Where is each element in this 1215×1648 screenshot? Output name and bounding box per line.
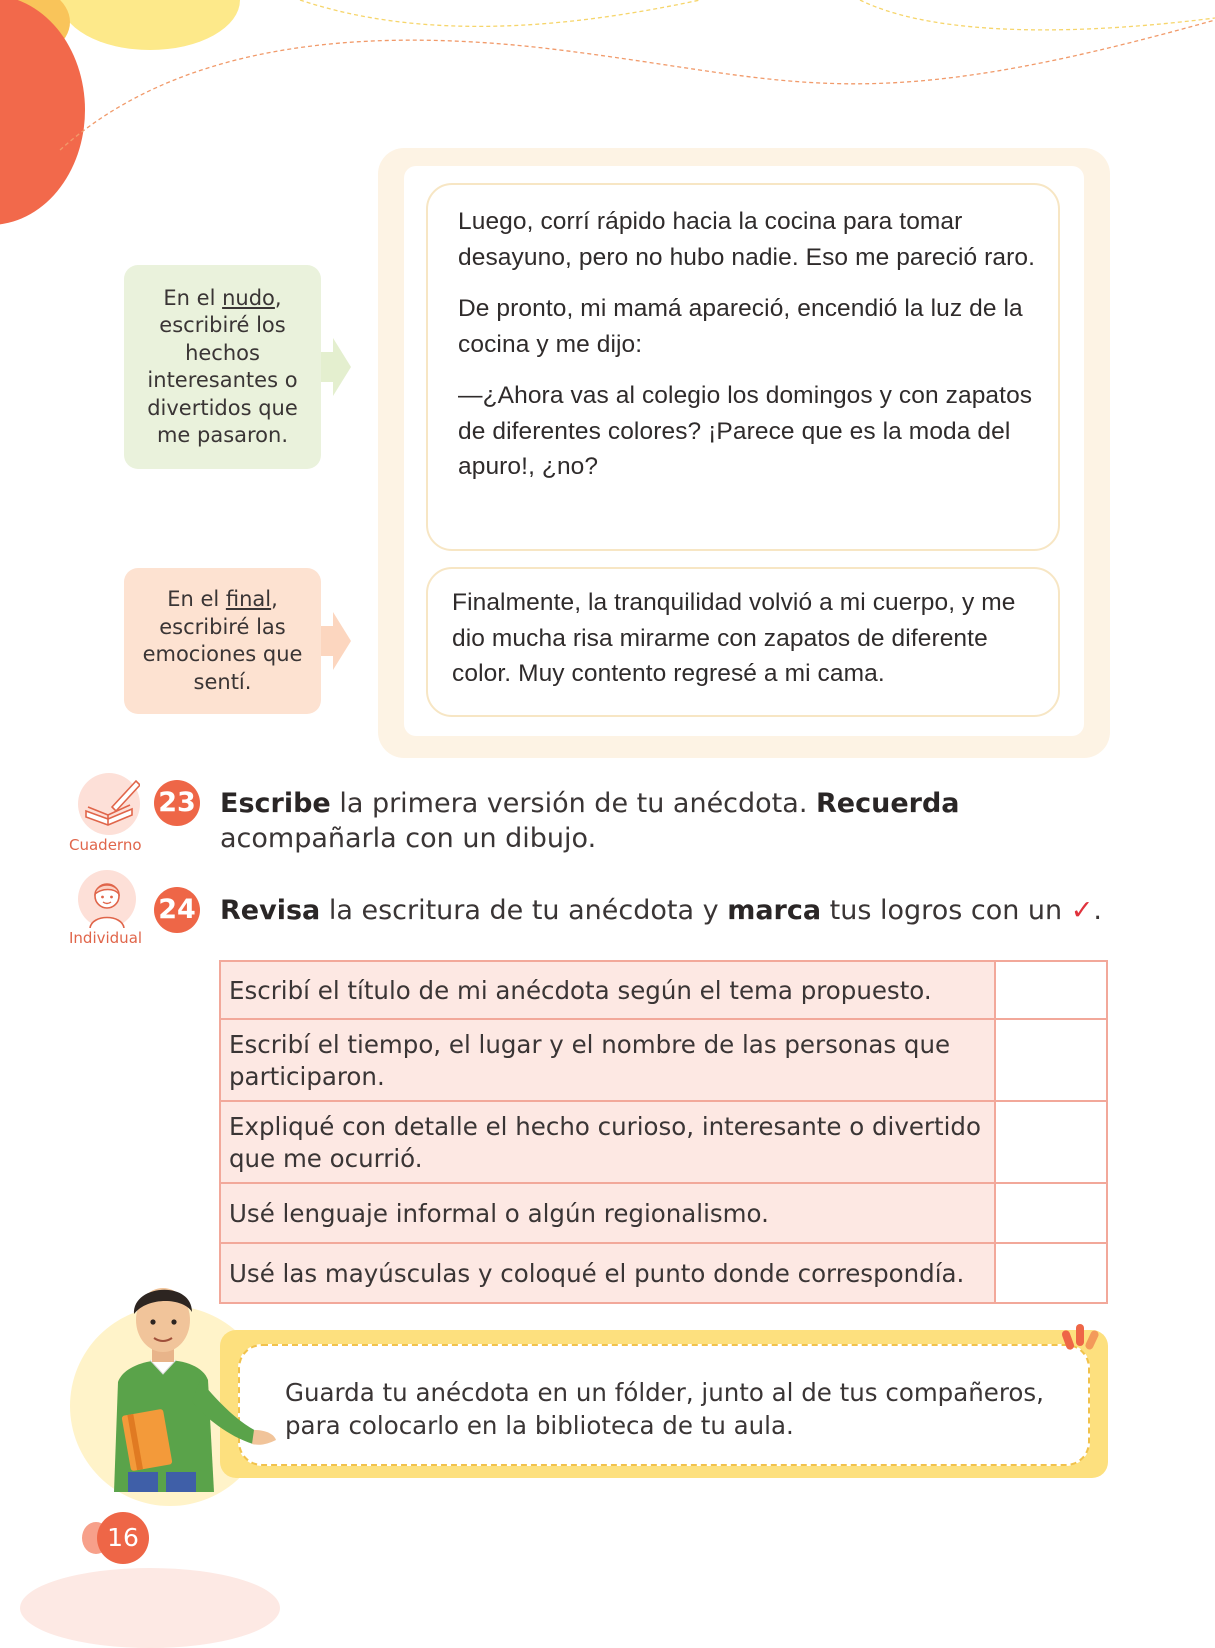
- check-box-cell[interactable]: [995, 1183, 1107, 1243]
- check-box-cell[interactable]: [995, 961, 1107, 1019]
- note-final: [124, 568, 321, 714]
- dashed-curve-red: [60, 20, 1215, 150]
- activity-23-text: Escribe la primera versión de tu anécdota. Recuerda acompañarla con un dibujo.: [220, 788, 960, 854]
- checkmark-icon: ✓: [1070, 895, 1094, 926]
- story-nudo-paragraph-3: —¿Ahora vas al colegio los domingos y con zapatos de diferentes colores? ¡Parece que es la moda del apuro!, ¿no?: [458, 382, 1033, 480]
- yellow-blob: [60, 0, 240, 50]
- icon-label-individual: Individual: [69, 929, 143, 947]
- story-nudo-paragraph-2: De pronto, mi mamá apareció, encendió la luz de la cocina y me dijo:: [458, 295, 1023, 358]
- table-row: [220, 961, 1107, 1019]
- note-nudo-keyword: nudo: [222, 285, 275, 310]
- student-face-icon: [78, 870, 136, 928]
- criterion-cell: Usé las mayúsculas y coloqué el punto donde correspondía.: [220, 1243, 995, 1303]
- table-row: [220, 1101, 1107, 1183]
- bottom-decorative-blob: [20, 1568, 280, 1648]
- icon-label-cuaderno: Cuaderno: [69, 836, 142, 854]
- table-row: [220, 1243, 1107, 1303]
- story-final-paragraph: Finalmente, la tranquilidad volvió a mi cuerpo, y me dio mucha risa mirarme con zapatos de diferente color. Muy contento regresé a mi cama.: [452, 589, 1016, 687]
- dashed-curve-yellow: [860, 0, 1215, 30]
- page-number: 16: [97, 1512, 149, 1564]
- sparkle-icon: [1058, 1322, 1104, 1362]
- note-nudo: [124, 265, 321, 469]
- story-nudo-box: [426, 183, 1060, 551]
- note-nudo-text: En el nudo, escribiré los hechos interesantes o divertidos que me pasaron.: [147, 285, 298, 447]
- activity-number-23: 23: [154, 780, 200, 826]
- table-row: [220, 1019, 1107, 1101]
- checklist-table: [219, 960, 1108, 1304]
- arrow-right-icon: [321, 338, 351, 396]
- tip-box: [238, 1344, 1090, 1466]
- criterion-cell: Usé lenguaje informal o algún regionalismo.: [220, 1183, 995, 1243]
- check-box-cell[interactable]: [995, 1019, 1107, 1101]
- student-character-illustration: [88, 1262, 278, 1492]
- note-final-text: En el final, escribiré las emociones que sentí.: [142, 587, 303, 694]
- criterion-cell: Expliqué con detalle el hecho curioso, interesante o divertido que me ocurrió.: [220, 1101, 995, 1183]
- activity-24-text: Revisa la escritura de tu anécdota y marca tus logros con un ✓.: [220, 895, 1102, 926]
- tip-text: Guarda tu anécdota en un fólder, junto al de tus compañeros, para colocarlo en la biblioteca de tu aula.: [285, 1378, 1044, 1440]
- red-blob: [0, 0, 85, 225]
- activity-number-24: 24: [154, 887, 200, 933]
- note-final-keyword: final: [225, 587, 272, 611]
- notebook-pencil-icon: [78, 773, 140, 835]
- table-row: [220, 1183, 1107, 1243]
- check-box-cell[interactable]: [995, 1101, 1107, 1183]
- story-nudo-paragraph-1: Luego, corrí rápido hacia la cocina para tomar desayuno, pero no hubo nadie. Eso me pareció raro.: [458, 208, 1036, 271]
- arrow-right-icon: [321, 612, 351, 670]
- criterion-cell: Escribí el título de mi anécdota según el tema propuesto.: [220, 961, 995, 1019]
- dashed-curve-yellow-2: [300, 0, 700, 26]
- check-box-cell[interactable]: [995, 1243, 1107, 1303]
- story-final-box: [426, 567, 1060, 717]
- criterion-cell: Escribí el tiempo, el lugar y el nombre de las personas que participaron.: [220, 1019, 995, 1101]
